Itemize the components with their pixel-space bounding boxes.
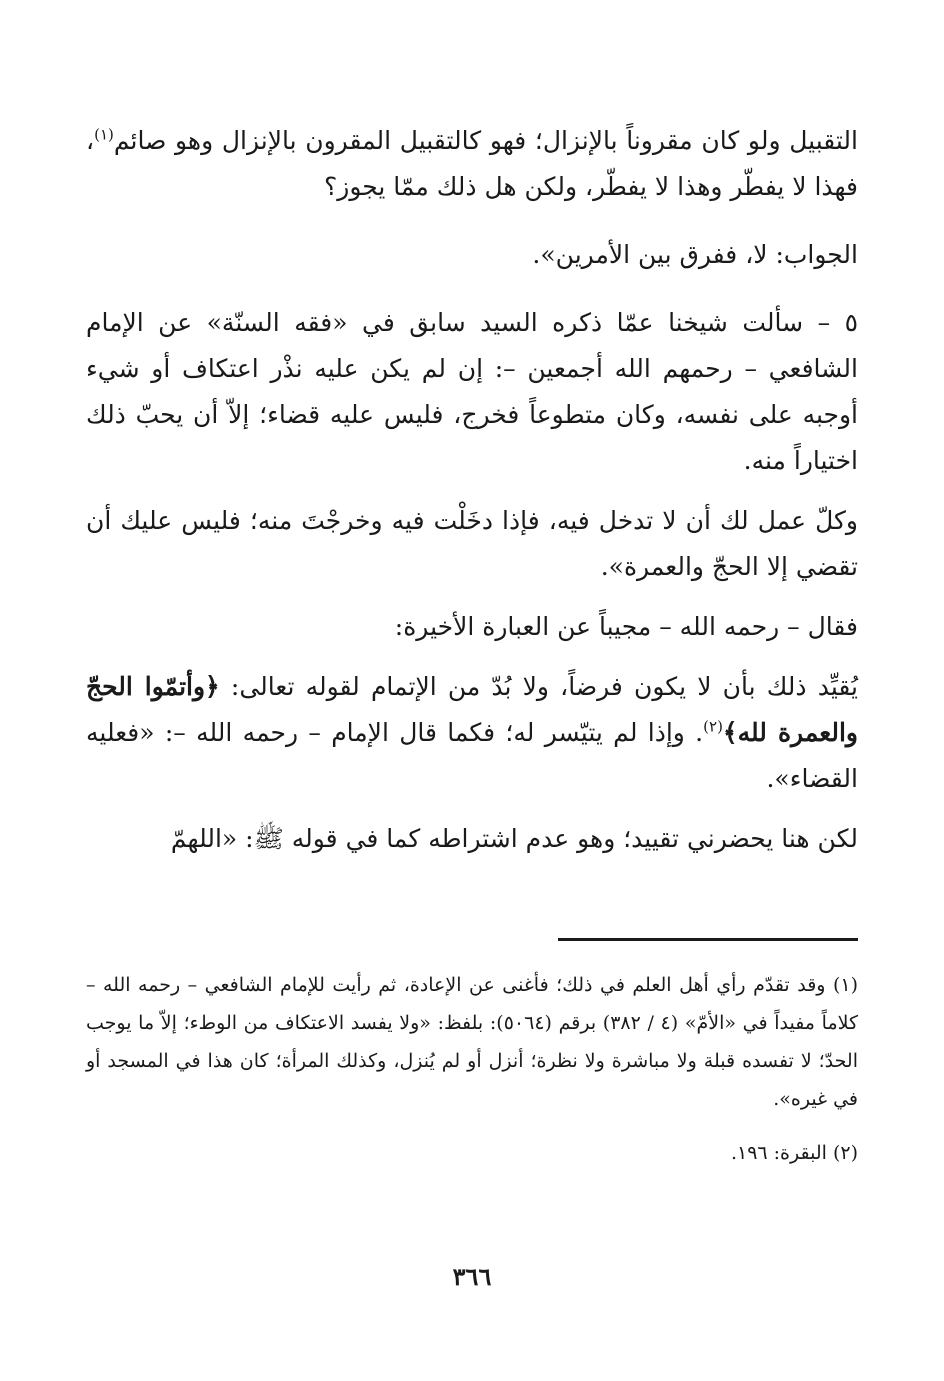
paragraph-4: وكلّ عمل لك أن لا تدخل فيه، فإذا دخَلْت فيه وخرجْتَ منه؛ فليس عليك أن تقضي إلا الحجّ والعمرة». [86, 506, 858, 581]
footnote-divider [558, 938, 858, 941]
paragraph-3: ٥ – سألت شيخنا عمّا ذكره السيد سابق في «فقه السنّة» عن الإمام الشافعي – رحمهم الله أجمعين –: إن لم يكن عليه نذْر اعتكاف أو شيء أوجبه على نفسه، وكان متطوعاً فخرج، فليس عليه قضاء؛ إلاّ أن يحبّ ذلك اختياراً منه. [86, 308, 858, 475]
footnote-ref-1[interactable]: (١) [94, 125, 114, 144]
footnote-ref-2[interactable]: (٢) [703, 717, 723, 736]
paragraph-1-text-b: ، فهذا لا يفطّر وهذا لا يفطّر، ولكن هل ذلك ممّا يجوز؟ [86, 126, 858, 201]
paragraph-6-text-a: يُقيِّد ذلك بأن لا يكون فرضاً، ولا بُدّ من الإتمام لقوله تعالى: [230, 672, 859, 701]
footnote-1: (١) وقد تقدّم رأي أهل العلم في ذلك؛ فأغنى عن الإعادة، ثم رأيت للإمام الشافعي – رحمه الله – كلاماً مفيداً في «الأمّ» (٤ / ٣٨٢) برقم (٥٠٦٤): بلفظ: «ولا يفسد الاعتكاف من الوطء؛ إلاّ ما يوجب الحدّ؛ لا تفسده قبلة ولا مباشرة ولا نظرة؛ أنزل أو لم يُنزل، وكذلك المرأة؛ كان هذا في المسجد أو في غيره». [86, 974, 859, 1110]
paragraph-6 [86, 664, 858, 802]
quran-verse: ﴿وأتمّوا الحجّ والعمرة لله﴾ [86, 672, 858, 747]
footnotes [86, 966, 858, 1188]
main-text [86, 118, 858, 862]
footnote-2: (٢) البقرة: ١٩٦. [730, 1142, 858, 1164]
paragraph-7: لكن هنا يحضرني تقييد؛ وهو عدم اشتراطه كما في قوله ﷺ: «اللهمّ [170, 824, 858, 853]
paragraph-1 [86, 118, 858, 210]
paragraph-5: فقال – رحمه الله – مجيباً عن العبارة الأخيرة: [394, 612, 858, 641]
page-number: ٣٦٦ [452, 1262, 492, 1291]
paragraph-1-text-a: التقبيل ولو كان مقروناً بالإنزال؛ فهو كالتقبيل المقرون بالإنزال وهو صائم [113, 126, 858, 155]
paragraph-6-text-b: . وإذا لم يتيّسر له؛ فكما قال الإمام – رحمه الله –: «فعليه القضاء». [86, 718, 858, 793]
paragraph-2: الجواب: لا، ففرق بين الأمرين». [532, 240, 858, 269]
page-content [86, 118, 859, 1164]
